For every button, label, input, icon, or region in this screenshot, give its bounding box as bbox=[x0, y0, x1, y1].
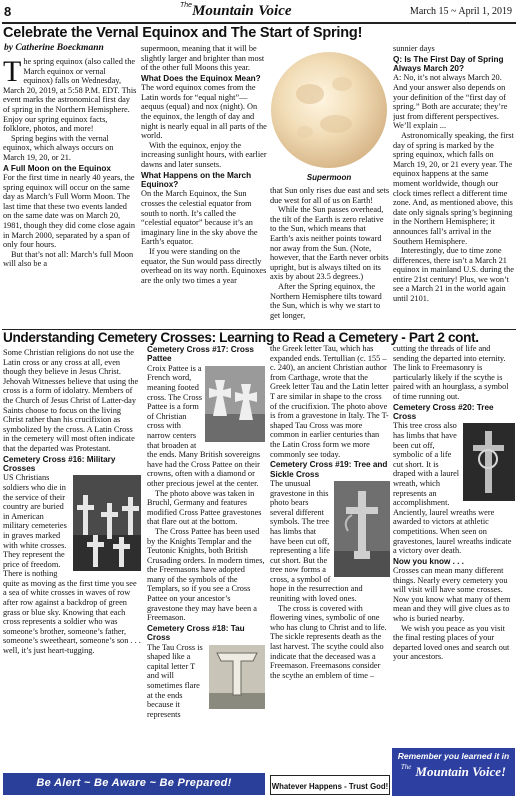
article1-col4-p1: sunnier days bbox=[393, 44, 435, 53]
heading-tree-cross: Cemetery Cross #20: Tree Cross bbox=[393, 402, 494, 421]
header-rule bbox=[2, 22, 516, 24]
masthead-name-1: Mountain bbox=[192, 3, 254, 19]
heading-full-moon: A Full Moon on the Equinox bbox=[3, 163, 111, 173]
tau-cross-image bbox=[209, 645, 265, 709]
tree-sickle-image bbox=[334, 481, 390, 577]
article2-col4-p1: cutting the threads of life and sending the departed into eternity. The link to Freemasonry is particularly likely if the scythe is paired with an hourglass, a symbol of time running out. bbox=[393, 344, 509, 401]
article2-col1-p2: US Christians soldiers who die in the service of their country are buried in American military cemeteries in graves marked with white crosses. They represent the price of freedom. There is nothing quite as moving as the first time you see a sea of white crosses in waves of row after row against a backdrop of green grass or blue sky. Knowing that each cross represents a soldier who was someone’s brother, someone’s father, someone’s sweetheart, someone’s son . . . well, it’s just heart-tugging. bbox=[3, 473, 141, 656]
page-number: 8 bbox=[4, 4, 12, 19]
article1-column-4 bbox=[393, 44, 515, 328]
cross-pattee-photo bbox=[205, 366, 265, 442]
masthead bbox=[180, 2, 292, 20]
article1-col2-p4: On the March Equinox, the Sun crosses the celestial equator from south to north. It’s called the “celestial equator” because it’s an imaginary line in the sky above the Earth’s equator. bbox=[141, 189, 258, 247]
article1-title: Celebrate the Vernal Equinox and The Start of Spring! bbox=[3, 25, 363, 41]
article1-column-2 bbox=[141, 44, 267, 328]
promo-name: Mountain Voice! bbox=[415, 764, 507, 779]
article2-col3-p3: The cross is covered with flowering vines, symbolic of one who has clung to Christ and to life. The sickle represents death as the last harvest. The scythe could also indicate that the deceased was a Freemason. Freemasons consider the scythe an emblem of time – bbox=[270, 603, 387, 680]
supermoon-photo bbox=[270, 44, 388, 182]
article1-col1-p2: Spring begins with the vernal equinox, which always occurs on March 19, 20, or 21. bbox=[3, 133, 114, 162]
article2-col4-p3: Crosses can mean many different things. Nearly every cemetery you will visit will have some crosses. Now you know what many of them mean and they will give clues as to who is buried nearby. bbox=[393, 566, 511, 624]
tree-sickle-photo bbox=[334, 481, 390, 577]
cross-pattee-image bbox=[205, 366, 265, 442]
article2-col2-p1: Croix Pattee is a French word, meaning footed cross. The Cross Pattee is a form of Christian cross with narrow centers that broaden at the ends. Many British sovereigns have had the Cross Pattee on their crowns, often with a diamond or other precious jewel at the center. bbox=[147, 363, 261, 488]
tree-cross-image bbox=[463, 423, 515, 501]
supermoon-caption: Supermoon bbox=[306, 173, 352, 182]
article2-col2-p4: The Tau Cross is shaped like a capital letter T and will sometimes flare at the ends because it represents bbox=[147, 642, 203, 719]
heading-tau-cross: Cemetery Cross #18: Tau Cross bbox=[147, 623, 245, 643]
article1-byline: by Catherine Boeckmann bbox=[4, 43, 104, 53]
article1-col1-p3: For the first time in nearly 40 years, the spring equinox will occur on the same day as March’s Full Worm Moon. The last time that these two events landed on the same date was on March 20, 1981, though they did come close again in March 2000, separated by a span of only four hours. bbox=[3, 172, 136, 250]
article2-column-3 bbox=[270, 344, 390, 768]
be-alert-text: Be Alert ~ Be Aware ~ Be Prepared! bbox=[36, 777, 232, 789]
article2-column-4 bbox=[393, 344, 515, 764]
heading-first-day: Q: Is The First Day of Spring Always March 20? bbox=[393, 54, 504, 73]
promo-masthead bbox=[392, 763, 515, 781]
article1-col4-p2: A: No, it’s not always March 20. And your answer also depends on your definition of the “first day of spring.” Both are accurate; they’re just from different perspectives. We’ll explain ... bbox=[393, 73, 508, 131]
drop-cap: T bbox=[3, 57, 22, 88]
military-crosses-image bbox=[73, 475, 141, 571]
heading-march-equinox: What Happens on the March Equinox? bbox=[141, 170, 252, 189]
article2-col3-p2: The unusual gravestone in this photo bears several different symbols. The tree has limbs that have been cut off, representing a life cut short. But the tree now forms a cross, a symbol of hope in the resurrection and reuniting with loved ones. bbox=[270, 478, 363, 604]
article1-col3-p2: While the Sun passes overhead, the tilt of the Earth is zero relative to the Sun, which means that Earth’s axis neither points toward nor away from the Sun. (Note, however, that the Earth never orbits upright, but is always tilted on its axis by about 23.5 degrees.) bbox=[270, 205, 389, 282]
article1-col4-p4: Interestingly, due to time zone differences, there isn’t a March 21 equinox in mainland U.S. during the entire 21st century! Plus, we won’t see a March 21 in the world again until 2101. bbox=[393, 246, 514, 304]
moon-image bbox=[270, 44, 388, 174]
heading-tree-sickle: Cemetery Cross #19: Tree and Sickle Cross bbox=[270, 460, 388, 479]
masthead-the: The bbox=[180, 2, 193, 9]
article1-column-1 bbox=[3, 57, 137, 327]
tree-cross-photo bbox=[463, 423, 515, 501]
article2-column-1 bbox=[3, 348, 141, 766]
promo-box bbox=[392, 748, 515, 796]
article2-col1-p1: Some Christian religions do not use the Latin cross or any cross at all, even though they believe in Jesus Christ. Jehovah Witnesses believe that using the cross is a form of idolatry. Members of the Church of Jesus Christ of Latter-day Saints choose to focus on the living Christ rather than his crucifixion as symbolized by the cross. A Latin Cross in the cemetery will most often indicate that the departed was Protestant. bbox=[3, 348, 139, 453]
article2-col3-p1: the Greek letter Tau, which has expanded ends. Tertullian (c. 155 – c. 240), an ancient Christian author from Carthage, wrote that the Greek letter Tau and the Latin letter T are similar in shape to the cross of the crucifixion. The photo above is from a gravestone in Italy. The T-shaped Tau Cross was more common in earlier centuries than the Latin Cross form we more commonly see today. bbox=[270, 344, 389, 459]
article1-col1-p1: he spring equinox (also called the March equinox or vernal equinox) falls on Wednesday, March 20, 2019, at 5:58 P.M. EDT. This event marks the astronomical first day of spring in the Northern Hemisphere. Enjoy our spring equinox facts, folklore, photos, and more! bbox=[3, 57, 137, 134]
article1-col2-p5: If you were standing on the equator, the Sun would pass directly overhead on its way north. Equinoxes are the only two times a year bbox=[141, 246, 267, 285]
heading-military-crosses: Cemetery Cross #16: Military Crosses bbox=[3, 454, 116, 473]
trust-god-banner bbox=[270, 775, 390, 795]
article2-column-2 bbox=[147, 344, 265, 768]
article1-col2-p1: supermoon, meaning that it will be slightly larger and brighter than most of the other full Moons this year. bbox=[141, 44, 265, 73]
article1-col2-p2: The word equinox comes from the Latin words for “equal night”—aequus (equal) and nox (night). On the equinox, the length of day and night is nearly equal in all parts of the world. bbox=[141, 83, 267, 141]
be-alert-banner bbox=[3, 773, 265, 795]
heading-cross-pattee: Cemetery Cross #17: Cross Pattee bbox=[147, 345, 254, 364]
military-crosses-photo bbox=[73, 475, 141, 571]
masthead-name-2: Voice bbox=[258, 3, 292, 19]
article1-col4-p3: Astronomically speaking, the first day of spring is marked by the spring equinox, which falls on March 19, 20, or 21 every year. The equinox happens at the same moment worldwide, though our clock times reflect a different time zone. And, as mentioned above, this date only signals spring’s beginning in the Northern Hemisphere; it announces fall’s arrival in the Southern Hemisphere. bbox=[393, 130, 514, 246]
article2-col4-p2: This tree cross also has limbs that have been cut off, symbolic of a life cut short. It is draped with a laurel wreath, which represents an accomplishment. Anciently, laurel wreaths were awarded to victors at athletic competitions. When seen on gravestones, laurel wreaths indicate a victory over death. bbox=[393, 421, 512, 556]
trust-god-text: Whatever Happens - Trust God! bbox=[271, 782, 389, 791]
article2-col2-p2: The photo above was taken in Bruchl, Germany and features modified Cross Pattee gravestones that flare out at the bottom. bbox=[147, 488, 262, 527]
article2-col2-p3: The Cross Pattee has been used by the Knights Templar and the Teutonic Knights, both British Crusading orders. In modern times, the Freemasons have adopted many of the symbols of the Templars, so if you see a Cross Pattee on your ancestor’s gravestone they may have been a Freemason. bbox=[147, 526, 265, 623]
issue-date: March 15 ~ April 1, 2019 bbox=[409, 6, 512, 17]
article1-col3-p1: that Sun only rises due east and sets due west for all of us on Earth! bbox=[270, 186, 390, 205]
article1-col1-p4: But that’s not all: March’s full Moon will also be a bbox=[3, 249, 134, 269]
heading-equinox-mean: What Does the Equinox Mean? bbox=[141, 73, 261, 83]
article2-col4-p4: We wish you peace as you visit the final resting places of your departed loved ones and search out your ancestors. bbox=[393, 623, 510, 662]
article2-title: Understanding Cemetery Crosses: Learning to Read a Cemetery - Part 2 cont. bbox=[3, 330, 479, 345]
article1-col3-p3: After the Spring equinox, the Northern Hemisphere tilts toward the Sun, which is why we start to get longer, bbox=[270, 281, 382, 320]
tau-cross-photo bbox=[209, 645, 265, 709]
article1-column-3 bbox=[270, 186, 390, 328]
article1-col2-p3: With the equinox, enjoy the increasing sunlight hours, with earlier dawns and later sunsets. bbox=[141, 140, 267, 169]
promo-the: The bbox=[400, 763, 412, 771]
heading-now-you-know: Now you know . . . bbox=[393, 556, 464, 566]
promo-line-1: Remember you learned it in bbox=[397, 751, 510, 761]
